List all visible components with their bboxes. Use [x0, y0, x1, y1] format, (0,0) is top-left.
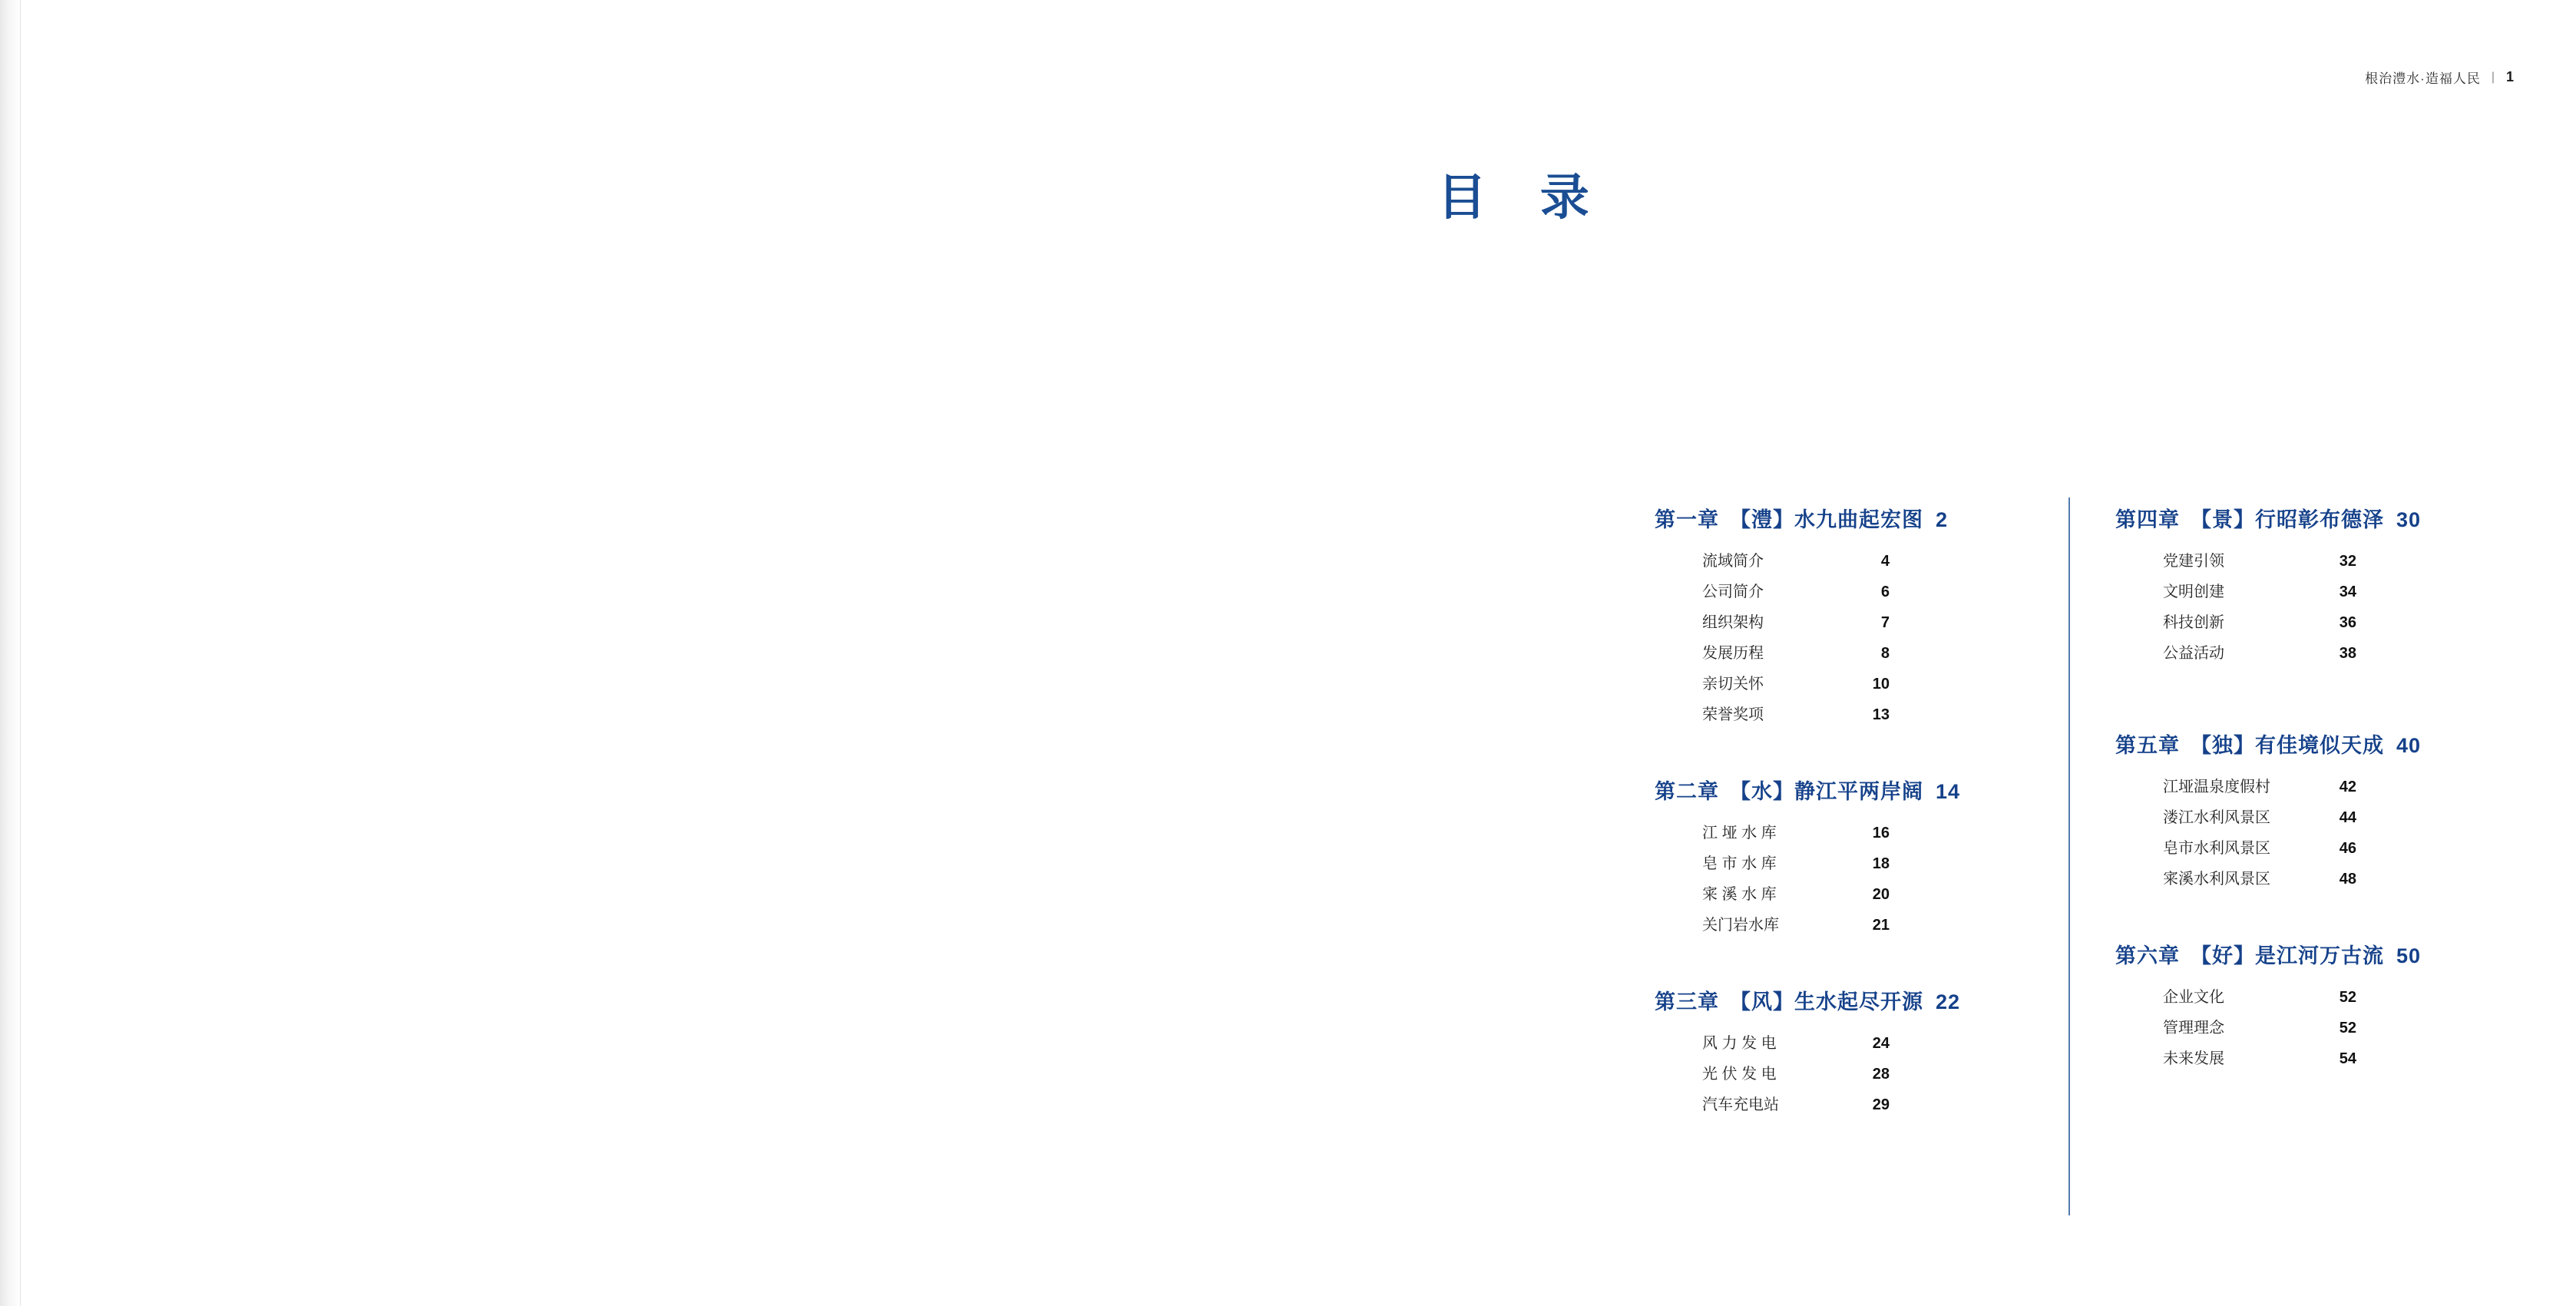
- chapter-title: 【水】静江平两岸阔: [1730, 780, 1923, 803]
- entry-label: 企业文化: [2163, 989, 2224, 1006]
- chapter-heading[interactable]: [1655, 503, 2023, 533]
- chapter-number: 第三章: [1655, 990, 1719, 1013]
- list-item[interactable]: [1702, 676, 2023, 693]
- entry-label: 文明创建: [2163, 584, 2224, 600]
- running-header: [2365, 68, 2515, 87]
- chapter-number: 第一章: [1655, 508, 1719, 531]
- entry-page: 54: [2339, 1050, 2356, 1067]
- entry-page: 32: [2339, 553, 2356, 570]
- list-item[interactable]: [1702, 645, 2023, 663]
- chapter-page: 2: [1936, 508, 1949, 531]
- chapter-page: 40: [2396, 734, 2422, 757]
- entry-label: 江垭温泉度假村: [2163, 779, 2270, 795]
- chapter-title: 【景】行昭彰布德泽: [2191, 508, 2384, 531]
- list-item[interactable]: [2163, 871, 2484, 888]
- entry-page: 28: [1872, 1066, 1890, 1083]
- spine-line: [20, 0, 21, 1306]
- entry-label: 科技创新: [2163, 614, 2224, 631]
- chapter-title: 【独】有佳境似天成: [2191, 734, 2384, 757]
- chapter-heading[interactable]: [1655, 775, 2023, 805]
- entry-label: 未来发展: [2163, 1050, 2224, 1067]
- list-item[interactable]: [2163, 1050, 2484, 1068]
- entry-label: 发展历程: [1702, 645, 1764, 662]
- list-item[interactable]: [2163, 645, 2484, 663]
- chapter-entry[interactable]: [2115, 729, 2484, 888]
- entry-page: 13: [1872, 706, 1890, 723]
- chapter-heading[interactable]: [1655, 985, 2023, 1015]
- chapter-title: 【风】生水起尽开源: [1730, 990, 1923, 1013]
- chapter-number: 第六章: [2115, 944, 2180, 967]
- chapter-entries: [2115, 553, 2484, 663]
- chapter-number: 第二章: [1655, 780, 1719, 803]
- list-item[interactable]: [1702, 584, 2023, 601]
- entry-page: 44: [2339, 809, 2356, 826]
- entry-page: 4: [1880, 553, 1890, 570]
- list-item[interactable]: [1702, 1096, 2023, 1114]
- chapter-entry[interactable]: [1655, 985, 2023, 1114]
- list-item[interactable]: [2163, 989, 2484, 1007]
- entry-label: 亲切关怀: [1702, 676, 1764, 693]
- list-item[interactable]: [1702, 1035, 2023, 1053]
- running-header-page-number: 1: [2505, 69, 2515, 84]
- entry-page: 48: [2339, 871, 2356, 888]
- list-item[interactable]: [2163, 614, 2484, 632]
- list-item[interactable]: [2163, 553, 2484, 570]
- chapter-page: 50: [2396, 944, 2422, 967]
- entry-label: 风 力 发 电: [1702, 1035, 1777, 1052]
- entry-label: 宷 溪 水 库: [1702, 886, 1777, 903]
- entry-label: 荣誉奖项: [1702, 706, 1764, 723]
- entry-page: 7: [1880, 614, 1890, 631]
- list-item[interactable]: [1702, 553, 2023, 570]
- chapter-heading[interactable]: [2115, 729, 2484, 759]
- toc-column-left: [1655, 503, 2023, 1114]
- entry-page: 16: [1872, 825, 1890, 841]
- entry-label: 汽车充电站: [1702, 1096, 1779, 1113]
- entry-label: 溇江水利风景区: [2163, 809, 2270, 826]
- entry-page: 38: [2339, 645, 2356, 662]
- entry-label: 流域简介: [1702, 553, 1764, 570]
- list-item[interactable]: [2163, 584, 2484, 601]
- entry-page: 21: [1872, 917, 1890, 934]
- chapter-number: 第四章: [2115, 508, 2180, 531]
- chapter-heading[interactable]: [2115, 503, 2484, 533]
- chapter-title: 【好】是江河万古流: [2191, 944, 2384, 967]
- entry-label: 关门岩水库: [1702, 917, 1779, 934]
- chapter-entries: [2115, 989, 2484, 1068]
- entry-label: 江 垭 水 库: [1702, 825, 1777, 841]
- running-header-text: 根治澧水·造福人民: [2365, 71, 2481, 86]
- chapter-entries: [1655, 1035, 2023, 1114]
- entry-page: 18: [1872, 855, 1890, 872]
- chapter-entries: [1655, 825, 2023, 934]
- entry-label: 组织架构: [1702, 614, 1764, 631]
- chapter-number: 第五章: [2115, 734, 2180, 757]
- list-item[interactable]: [1702, 825, 2023, 842]
- chapter-page: 14: [1936, 780, 1961, 803]
- chapter-entry[interactable]: [2115, 503, 2484, 663]
- running-header-separator: |: [2491, 70, 2495, 84]
- entry-page: 6: [1880, 584, 1890, 600]
- entry-page: 52: [2339, 989, 2356, 1006]
- entry-label: 宷溪水利风景区: [2163, 871, 2270, 888]
- entry-label: 公益活动: [2163, 645, 2224, 662]
- entry-label: 公司简介: [1702, 584, 1764, 600]
- entry-page: 52: [2339, 1020, 2356, 1037]
- entry-label: 光 伏 发 电: [1702, 1066, 1777, 1083]
- entry-label: 皂市水利风景区: [2163, 840, 2270, 857]
- chapter-heading[interactable]: [2115, 939, 2484, 969]
- entry-label: 皂 市 水 库: [1702, 855, 1777, 872]
- list-item[interactable]: [1702, 917, 2023, 934]
- entry-label: 管理理念: [2163, 1020, 2224, 1037]
- entry-page: 34: [2339, 584, 2356, 600]
- list-item[interactable]: [2163, 1020, 2484, 1037]
- list-item[interactable]: [2163, 779, 2484, 796]
- chapter-entry[interactable]: [2115, 939, 2484, 1068]
- list-item[interactable]: [1702, 706, 2023, 724]
- entry-page: 24: [1872, 1035, 1890, 1052]
- chapter-entries: [1655, 553, 2023, 724]
- toc-column-right: [2023, 503, 2484, 1114]
- chapter-entry[interactable]: [1655, 503, 2023, 724]
- list-item[interactable]: [1702, 614, 2023, 632]
- entry-page: 42: [2339, 779, 2356, 795]
- entry-page: 20: [1872, 886, 1890, 903]
- chapter-page: 22: [1936, 990, 1961, 1013]
- entry-label: 党建引领: [2163, 553, 2224, 570]
- entry-page: 46: [2339, 840, 2356, 857]
- spine-shading: [0, 0, 20, 1306]
- chapter-entries: [2115, 779, 2484, 888]
- list-item[interactable]: [2163, 840, 2484, 858]
- chapter-title: 【澧】水九曲起宏图: [1730, 508, 1923, 531]
- list-item[interactable]: [1702, 855, 2023, 873]
- page-title: 目 录: [1437, 170, 1609, 225]
- list-item[interactable]: [2163, 809, 2484, 827]
- entry-page: 29: [1872, 1096, 1890, 1113]
- list-item[interactable]: [1702, 886, 2023, 904]
- entry-page: 36: [2339, 614, 2356, 631]
- toc-columns: [1655, 503, 2515, 1114]
- entry-page: 10: [1872, 676, 1890, 693]
- chapter-page: 30: [2396, 508, 2422, 531]
- list-item[interactable]: [1702, 1066, 2023, 1083]
- entry-page: 8: [1880, 645, 1890, 662]
- chapter-entry[interactable]: [1655, 775, 2023, 934]
